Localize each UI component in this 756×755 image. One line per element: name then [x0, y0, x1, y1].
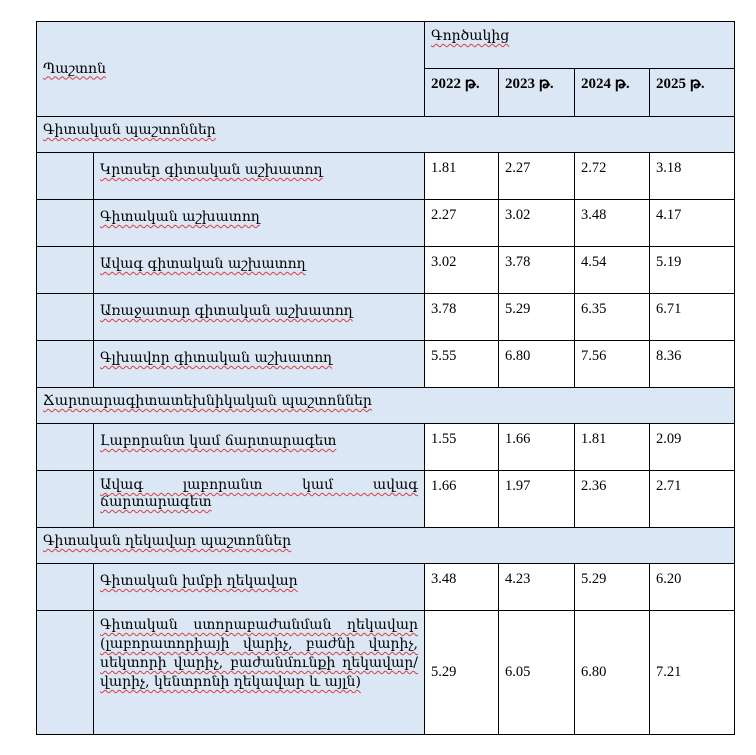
row-name	[94, 294, 425, 341]
value-cell: 5.19	[650, 247, 735, 294]
row-name	[94, 341, 425, 388]
value-cell: 6.80	[499, 341, 575, 388]
row-name-text: Գիտական աշխատող	[100, 209, 260, 225]
value-cell: 3.18	[650, 153, 735, 200]
value-cell: 1.81	[575, 424, 650, 471]
section-title-text: Գիտական ղեկավար պաշտոններ	[43, 533, 292, 549]
header-year-2022: 2022 թ.	[425, 69, 499, 117]
value-cell: 5.29	[499, 294, 575, 341]
value-cell: 1.81	[425, 153, 499, 200]
value-cell: 7.21	[650, 611, 735, 735]
row-name-text: Առաջատար գիտական աշխատող	[100, 303, 353, 319]
value-cell: 1.66	[499, 424, 575, 471]
indent-cell	[37, 424, 94, 471]
value-cell: 2.71	[650, 471, 735, 528]
row-name-text: Ավագ գիտական աշխատող	[100, 256, 306, 272]
row-name	[94, 247, 425, 294]
indent-cell	[37, 247, 94, 294]
value-cell: 4.23	[499, 564, 575, 611]
value-cell: 3.48	[425, 564, 499, 611]
indent-cell	[37, 611, 94, 735]
value-cell: 1.66	[425, 471, 499, 528]
row-name	[94, 564, 425, 611]
value-cell: 4.17	[650, 200, 735, 247]
indent-cell	[37, 294, 94, 341]
value-cell: 6.05	[499, 611, 575, 735]
header-year-2023: 2023 թ.	[499, 69, 575, 117]
header-year-2024: 2024 թ.	[575, 69, 650, 117]
header-coefficient	[425, 22, 735, 69]
value-cell: 2.72	[575, 153, 650, 200]
row-name-text: Կրտսեր գիտական աշխատող	[100, 162, 323, 178]
value-cell: 6.71	[650, 294, 735, 341]
section-title-text: Գիտական պաշտոններ	[43, 122, 216, 138]
header-position	[37, 22, 425, 117]
value-cell: 5.29	[575, 564, 650, 611]
value-cell: 7.56	[575, 341, 650, 388]
indent-cell	[37, 153, 94, 200]
row-name	[94, 200, 425, 247]
value-cell: 4.54	[575, 247, 650, 294]
row-name	[94, 424, 425, 471]
indent-cell	[37, 341, 94, 388]
row-name	[94, 611, 425, 735]
section-title	[37, 528, 735, 564]
value-cell: 2.09	[650, 424, 735, 471]
value-cell: 6.80	[575, 611, 650, 735]
header-coefficient-label: Գործակից	[431, 28, 510, 44]
indent-cell	[37, 564, 94, 611]
row-name-text: Ավագ լաբորանտ կամ ավագ ճարտարագետ	[100, 477, 419, 510]
value-cell: 6.20	[650, 564, 735, 611]
value-cell: 5.55	[425, 341, 499, 388]
indent-cell	[37, 471, 94, 528]
value-cell: 3.48	[575, 200, 650, 247]
row-name-text: Գլխավոր գիտական աշխատող	[100, 350, 333, 366]
row-name	[94, 153, 425, 200]
value-cell: 2.36	[575, 471, 650, 528]
value-cell: 6.35	[575, 294, 650, 341]
value-cell: 3.78	[499, 247, 575, 294]
header-position-label: Պաշտոն	[43, 60, 106, 77]
row-name	[94, 471, 425, 528]
section-title	[37, 117, 735, 153]
header-year-2025: 2025 թ.	[650, 69, 735, 117]
section-title	[37, 388, 735, 424]
row-name-text: Գիտական խմբի ղեկավար	[100, 573, 298, 589]
row-name-text: Լաբորանտ կամ ճարտարագետ	[100, 433, 337, 449]
value-cell: 1.97	[499, 471, 575, 528]
coefficient-table	[36, 21, 735, 735]
value-cell: 2.27	[425, 200, 499, 247]
value-cell: 5.29	[425, 611, 499, 735]
value-cell: 8.36	[650, 341, 735, 388]
value-cell: 1.55	[425, 424, 499, 471]
value-cell: 3.02	[499, 200, 575, 247]
value-cell: 2.27	[499, 153, 575, 200]
indent-cell	[37, 200, 94, 247]
value-cell: 3.78	[425, 294, 499, 341]
section-title-text: Ճարտարագիտատեխնիկական պաշտոններ	[43, 393, 372, 409]
value-cell: 3.02	[425, 247, 499, 294]
row-name-text: Գիտական ստորաբաժանման ղեկավար (լաբորատորիայի վարիչ, բաժնի վարիչ, սեկտորի վարիչ, բաժանմունքի ղեկավար/վարիչ, կենտրոնի ղեկավար և այլն)	[100, 617, 419, 690]
